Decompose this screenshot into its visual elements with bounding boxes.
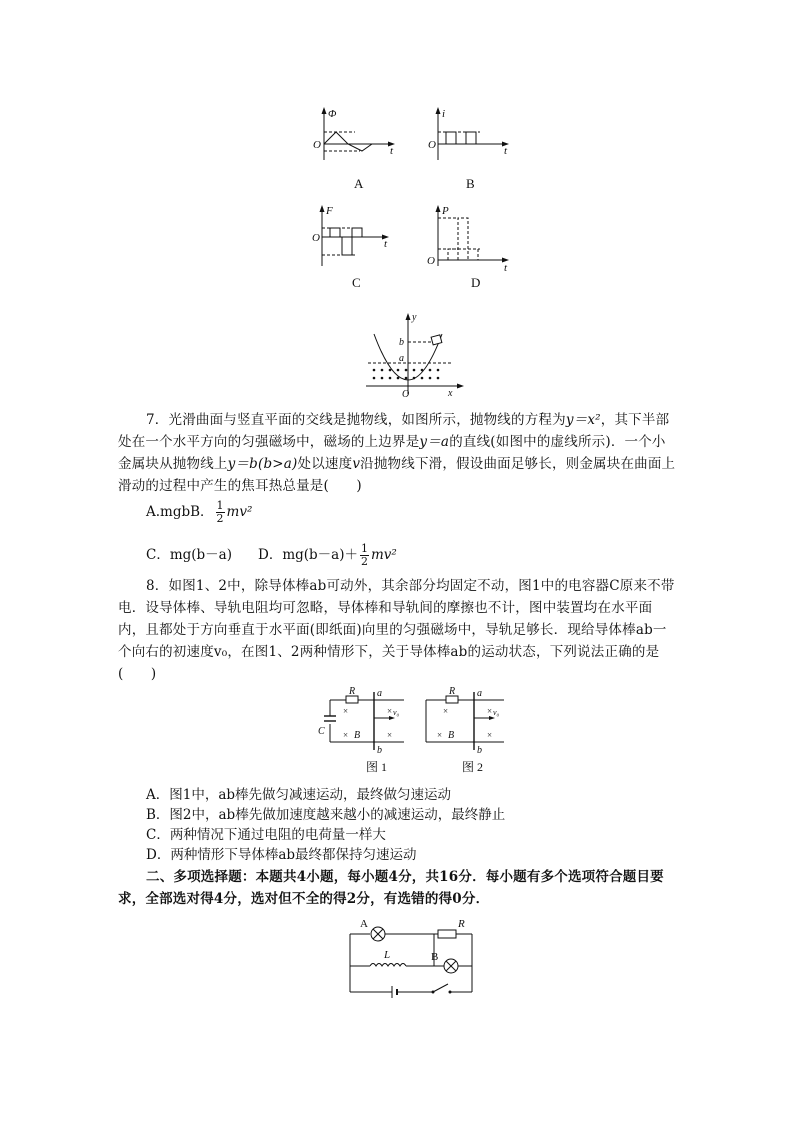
q7-text3: 的直线(如图中的虚线所示)．一个小金属块从抛物线上 xyxy=(118,434,666,472)
question-8 xyxy=(118,575,678,685)
svg-text:×: × xyxy=(437,730,443,740)
q7-text1: 光滑曲面与竖直平面的交线是抛物线，如图所示，抛物线的方程为 xyxy=(168,412,566,428)
q7-option-a: A.mgbB． xyxy=(146,504,214,520)
fig2-r: R xyxy=(449,686,456,697)
q7-mv2: mv² xyxy=(226,504,253,520)
parabola-x-label: x xyxy=(448,388,453,399)
q7-eq2: y＝a xyxy=(419,434,450,450)
q7-v: v xyxy=(352,456,361,472)
q8-option-c: C．两种情况下通过电阻的电荷量一样大 xyxy=(146,827,386,843)
fig1-b: b xyxy=(377,745,382,756)
q7-text5: 沿抛物线下滑，假设曲面足够长，则金属块在曲面上滑动的过程中产生的焦耳热总量是( ) xyxy=(118,456,676,494)
q7-options-cd xyxy=(146,543,397,568)
graph-a-x-label: t xyxy=(390,145,394,157)
q7-frac-num: 1 xyxy=(216,499,224,512)
graph-d xyxy=(420,200,530,275)
graph-b-origin: O xyxy=(428,139,436,151)
graph-c-origin: O xyxy=(312,232,320,244)
q7-text4: 处以速度 xyxy=(297,456,353,472)
parabola-b-label: b xyxy=(399,337,404,348)
q7-fraction xyxy=(216,500,225,525)
graph-a xyxy=(300,104,410,164)
q7-option-c: C．mg(b－a) xyxy=(146,547,232,563)
svg-text:×: × xyxy=(343,706,349,716)
graph-c-x-label: t xyxy=(384,238,388,250)
q7-eq3: y＝b(b>a) xyxy=(227,456,298,472)
q8-option-d: D．两种情形下导体棒ab最终都保持匀速运动 xyxy=(146,847,417,863)
graph-c-y-label: F xyxy=(326,205,333,217)
svg-text:×: × xyxy=(387,730,393,740)
graph-d-y-label: P xyxy=(442,205,449,217)
fig1-C: C xyxy=(318,726,325,737)
q7-text2: ，其下半部处在一个水平方向的匀强磁场中，磁场的上边界是 xyxy=(118,412,670,450)
q7-eq: y＝x² xyxy=(565,412,601,428)
q7-frac-den-d: 2 xyxy=(361,555,368,568)
q7-frac-den: 2 xyxy=(216,512,224,525)
fig2-B: B xyxy=(448,730,455,741)
graph-d-x-label: t xyxy=(504,262,508,274)
parabola-origin: O xyxy=(402,389,410,400)
fig2-b: b xyxy=(477,745,482,756)
parabola-figure xyxy=(360,308,470,400)
q7-mv2-d: mv² xyxy=(371,547,397,563)
lamp-l-label: L xyxy=(384,949,391,961)
graph-b-x-label: t xyxy=(504,145,508,157)
graph-d-origin: O xyxy=(427,255,435,267)
graph-c xyxy=(300,200,410,270)
graph-a-origin: O xyxy=(313,139,321,151)
q7-number: 7． xyxy=(146,412,169,428)
svg-text:×: × xyxy=(487,730,493,740)
rail-circuit-fig1 xyxy=(316,686,412,758)
fig1-B: B xyxy=(354,730,361,741)
svg-text:×: × xyxy=(387,706,393,716)
lamp-b-label: B xyxy=(431,951,439,963)
q8-number: 8． xyxy=(146,578,169,594)
fig1-caption: 图 1 xyxy=(366,760,388,774)
q8-text: 如图1、2中，除导体棒ab可动外，其余部分均固定不动，图1中的电容器C原来不带电．设导体棒、导轨电阻均可忽略，导体棒和导轨间的摩擦也不计，图中装置均在水平面内，且都处于方向垂直于水平面(即纸面)向里的匀强磁场中，导轨足够长．现给导体棒ab一个向右的初速度v₀，在图1、2两种情形下，关于导体棒ab的运动状态，下列说法正确的是( ) xyxy=(118,578,675,682)
question-7 xyxy=(118,409,678,497)
lamp-a-label: A xyxy=(360,918,368,930)
fig1-v0: v₀ xyxy=(393,708,400,717)
svg-text:×: × xyxy=(443,706,449,716)
q8-option-b: B．图2中，ab棒先做加速度越来越小的减速运动，最终静止 xyxy=(146,807,506,823)
q7-options-ab xyxy=(146,500,252,525)
fig1-r: R xyxy=(349,686,356,697)
lamp-circuit xyxy=(340,914,480,1000)
graph-c-caption: C xyxy=(352,275,361,290)
svg-text:×: × xyxy=(343,730,349,740)
parabola-a-label: a xyxy=(399,353,404,364)
fig2-caption: 图 2 xyxy=(462,760,484,774)
rail-circuit-fig2 xyxy=(418,686,514,758)
graph-b-caption: B xyxy=(466,176,475,191)
graph-b xyxy=(420,104,530,164)
fig1-a: a xyxy=(377,688,382,699)
q7-fraction-d xyxy=(360,543,369,568)
q7-frac-num-d: 1 xyxy=(361,542,368,555)
graph-b-y-label: i xyxy=(442,108,446,120)
graph-a-y-label: Φ xyxy=(328,108,337,120)
fig2-a: a xyxy=(477,688,482,699)
lamp-r-label: R xyxy=(458,918,465,930)
svg-text:×: × xyxy=(487,706,493,716)
parabola-y-label: y xyxy=(412,312,417,323)
graph-d-caption: D xyxy=(471,275,481,290)
fig2-v0: v₀ xyxy=(493,708,500,717)
q7-option-d: D．mg(b－a)＋ xyxy=(258,547,358,563)
section-2-heading: 二、多项选择题：本题共4小题，每小题4分，共16分．每小题有多个选项符合题目要求，全部选对得4分，选对但不全的得2分，有选错的得0分． xyxy=(118,869,664,907)
q8-option-a: A．图1中，ab棒先做匀减速运动，最终做匀速运动 xyxy=(146,787,452,803)
graph-a-caption: A xyxy=(354,176,364,191)
